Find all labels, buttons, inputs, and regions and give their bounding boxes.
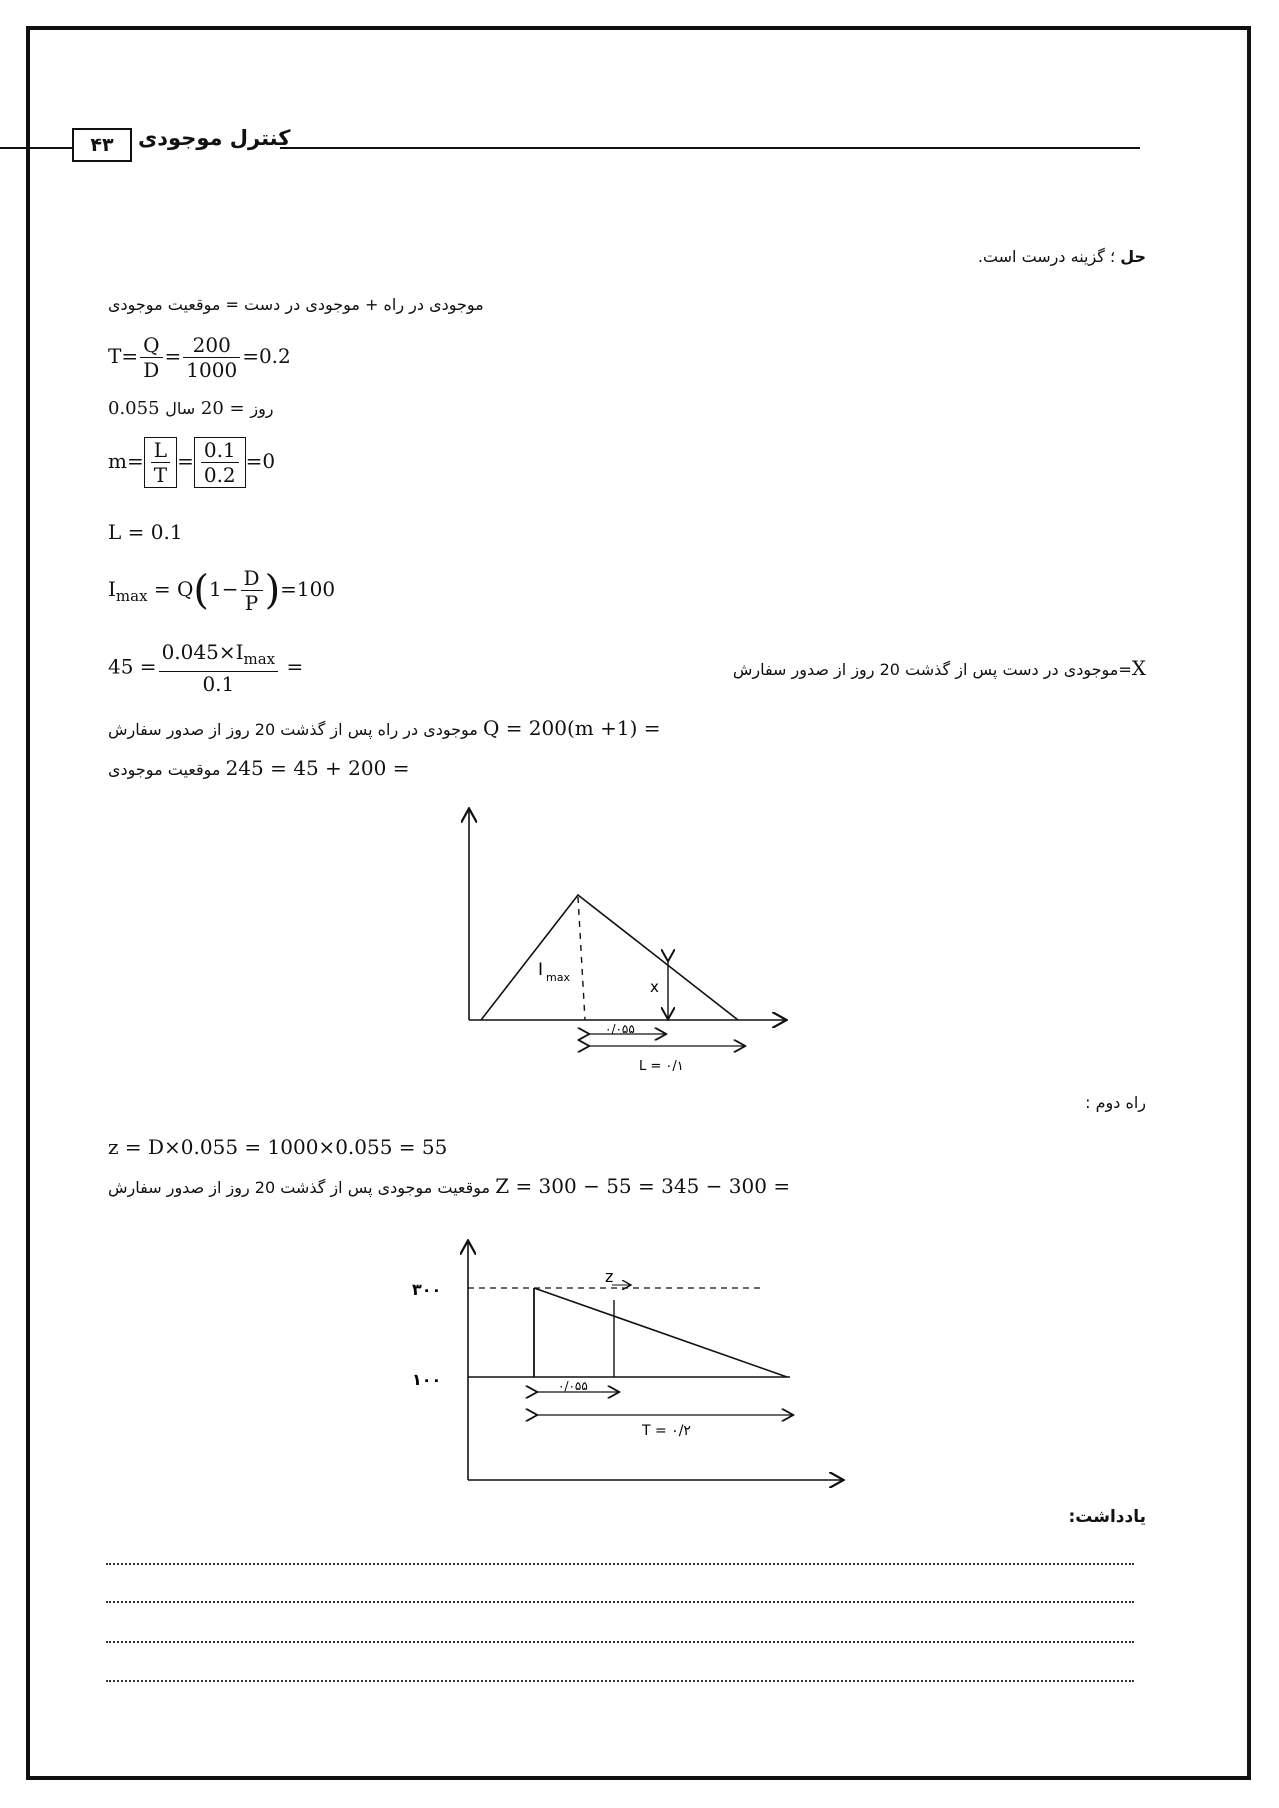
imax-label: I <box>538 960 544 980</box>
equation-z: z = D×0.055 = 1000×0.055 = 55 <box>108 1135 448 1159</box>
solution-answer: ؛ گزینه درست است. <box>977 247 1116 266</box>
notes-label: یادداشت: <box>1068 1507 1146 1527</box>
equation-L: L = 0.1 <box>108 520 183 544</box>
time-conversion: روز = 20 سال 0.055 <box>108 398 274 419</box>
chapter-title: کنترل موجودی <box>138 126 291 150</box>
inventory-position-after-20-days: = 300 − Z = 300 − 55 = 345 موقعیت موجودی پس از گذشت 20 روز از صدور سفارش <box>108 1174 791 1198</box>
solution-label: حل <box>1120 247 1146 266</box>
label-0055: ۰/۰۵۵ <box>605 1022 635 1036</box>
x-label: x <box>650 978 659 996</box>
note-line-1[interactable] <box>106 1563 1134 1565</box>
x-definition: X=موجودی در دست پس از گذشت 20 روز از صدور سفارش <box>732 656 1146 680</box>
equation-imax: $I_{max} = Q(1-$ $\frac{D}{P}$ )=100 <box>108 566 336 615</box>
note-line-4[interactable] <box>106 1680 1134 1682</box>
solution-line <box>978 247 1146 266</box>
header-rule <box>280 147 1140 149</box>
equation-45: 45 = $\frac{0.045\times I_{max}}{0.1}$ = <box>108 640 304 696</box>
note-line-3[interactable] <box>106 1641 1134 1643</box>
position-decline <box>534 1288 787 1377</box>
inventory-position-definition: موجودی در راه + موجودی در دست = موقعیت موجودی <box>108 295 484 314</box>
label-300: ۳۰۰ <box>412 1280 442 1299</box>
inventory-curve <box>481 895 738 1020</box>
imax-sub-label: max <box>546 971 570 984</box>
label-0055: ۰/۰۵۵ <box>558 1379 588 1393</box>
imax-dashed-line <box>578 897 585 1020</box>
equation-m: m= $\frac{L}{T}$ = $\frac{0.1}{0.2}$ =0 <box>108 438 276 487</box>
in-transit-line: = (m +1)Q = 200 موجودی در راه پس از گذشت 20 روز از صدور سفارش <box>108 716 661 740</box>
equation-T: T= $\frac{Q}{D}$ = $\frac{200}{1000}$ =0.2 <box>108 333 291 382</box>
page-number: ۴۳ <box>72 128 132 162</box>
label-L: L = ۰/۱ <box>639 1059 684 1074</box>
diagram-inventory-position <box>390 1230 860 1500</box>
diagram-inventory-triangle <box>440 800 800 1100</box>
second-way-label: راه دوم : <box>1085 1093 1146 1112</box>
label-100: ۱۰۰ <box>412 1370 442 1389</box>
inventory-position-result: = 200 + 45 = 245 موقعیت موجودی <box>108 756 410 780</box>
z-label: z <box>605 1267 614 1286</box>
label-T: T = ۰/۲ <box>642 1423 691 1439</box>
note-line-2[interactable] <box>106 1601 1134 1603</box>
